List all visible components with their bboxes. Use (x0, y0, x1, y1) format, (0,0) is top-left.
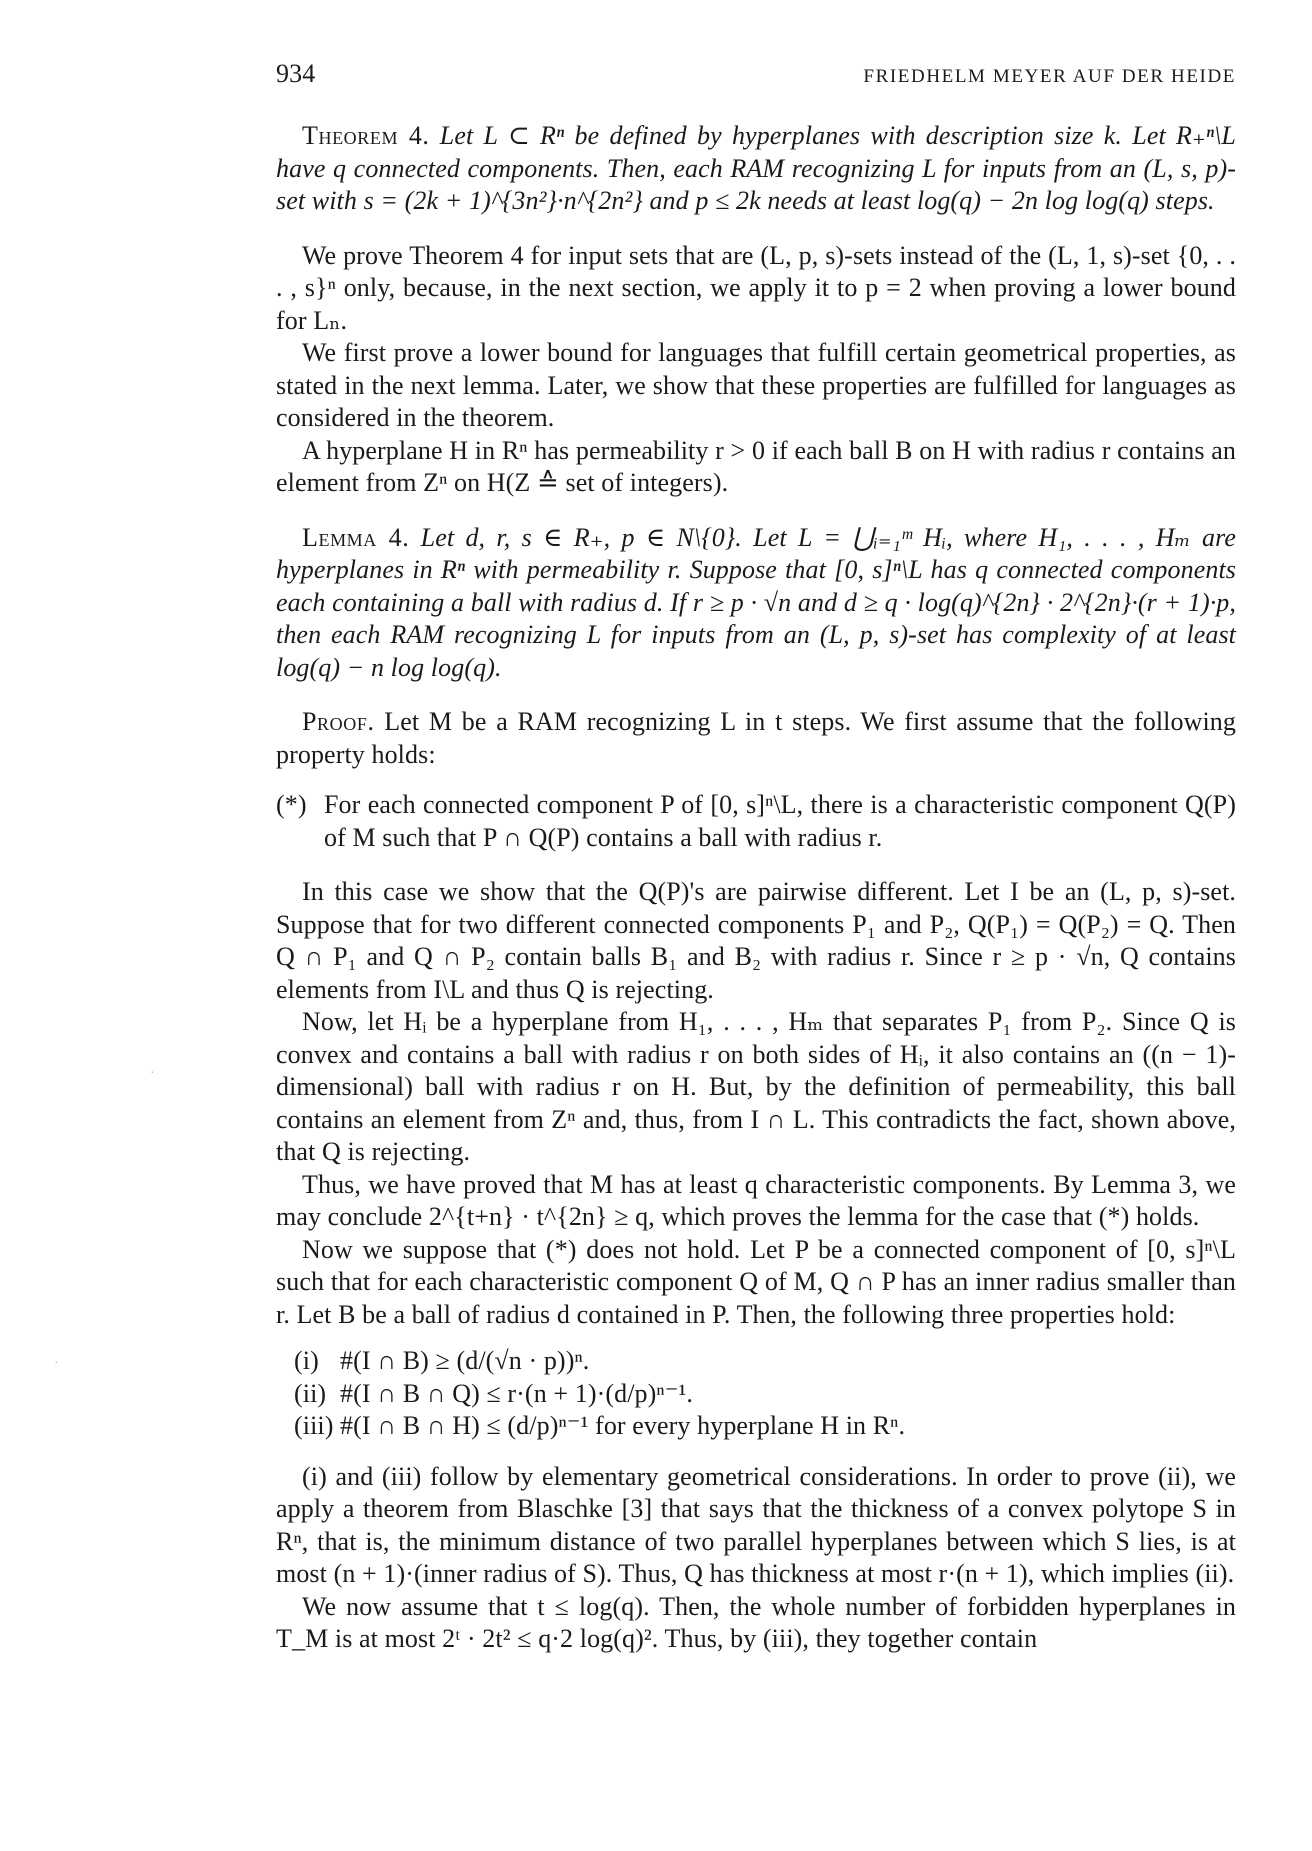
scan-mark: · (54, 1356, 59, 1371)
running-title: FRIEDHELM MEYER AUF DER HEIDE (863, 66, 1236, 87)
proof (276, 706, 1236, 771)
lemma-text: Let d, r, s ∈ R₊, p ∈ N\{0}. Let L = ⋃ᵢ₌₁ᵐ Hᵢ, where H₁, . . . , Hₘ are hyperplanes in Rⁿ with permeability r. Suppose that [0, s]ⁿ\L has q connected components each containing a ball with radius d. If r ≥ p · √n and d ≥ q · log(q)^{2n} · 2^{2n}·(r + 1)·p, then each RAM recognizing L for inputs from an (L, p, s)-set has complexity of at least log(q) − n log log(q). (276, 522, 1237, 682)
paragraph: A hyperplane H in Rⁿ has permeability r > 0 if each ball B on H with radius r contains an element from Zⁿ on H(Z ≙ set of integers). (276, 435, 1236, 497)
lemma-label: Lemma 4. (302, 522, 410, 552)
running-head (276, 58, 1236, 98)
paragraph: We first prove a lower bound for languages that fulfill certain geometrical properties, as stated in the next lemma. Later, we show that these properties are fulfilled for languages as considered in the theorem. (276, 338, 1236, 432)
paragraph: Now we suppose that (*) does not hold. Let P be a connected component of [0, s]ⁿ\L such that for each characteristic component Q of M, Q ∩ P has an inner radius smaller than r. Let B be a ball of radius d contained in P. Then, the following three properties hold: (276, 1234, 1236, 1329)
theorem-4 (276, 120, 1236, 218)
property-label: (iii) (294, 1411, 334, 1440)
property-item (294, 1410, 1236, 1443)
page-number: 934 (276, 59, 316, 88)
scan-mark: · (150, 1066, 155, 1081)
property-text: #(I ∩ B) ≥ (d/(√n · p))ⁿ. (340, 1346, 590, 1375)
property-item (294, 1345, 1236, 1378)
proof-text: Let M be a RAM recognizing L in t steps. We first assume that the following property holds: (276, 707, 1236, 769)
proof-label: Proof. (302, 707, 375, 736)
paragraph: Thus, we have proved that M has at least q characteristic components. By Lemma 3, we may conclude 2^{t+n} · t^{2n} ≥ q, which proves the lemma for the case that (*) holds. (276, 1169, 1236, 1231)
paragraph: We prove Theorem 4 for input sets that are (L, p, s)-sets instead of the (L, 1, s)-set {0, . . . , s}ⁿ only, because, in the next section, we apply it to p = 2 when proving a lower bound for Lₙ. (276, 240, 1236, 335)
star-property-label: (*) (276, 790, 307, 819)
property-item (294, 1378, 1236, 1411)
paragraph: We now assume that t ≤ log(q). Then, the whole number of forbidden hyperplanes in T_M is at most 2ᵗ · 2t² ≤ q·2 log(q)². Thus, by (iii), they together contain (276, 1591, 1236, 1653)
property-label: (i) (294, 1346, 319, 1375)
theorem-label: Theorem 4. (302, 121, 430, 150)
property-label: (ii) (294, 1378, 327, 1408)
paragraph: Now, let Hᵢ be a hyperplane from H₁, . . . , Hₘ that separates P₁ from P₂. Since Q is convex and contains a ball with radius r on both sides of Hᵢ, it also contains an ((n − 1)-dimensional) ball with radius r on H. But, by the definition of permeability, this ball contains an element from Zⁿ and, thus, from I ∩ L. This contradicts the fact, shown above, that Q is rejecting. (276, 1007, 1236, 1166)
theorem-text: Let L ⊂ Rⁿ be defined by hyperplanes with description size k. Let R₊ⁿ\L have q connected components. Then, each RAM recognizing L for inputs from an (L, s, p)-set with s = (2k + 1)^{3n²}·n^{2n²} and p ≤ 2k needs at least log(q) − 2n log log(q) steps. (276, 121, 1236, 215)
paragraph: In this case we show that the Q(P)'s are pairwise different. Let I be an (L, p, s)-set. Suppose that for two different connected components P₁ and P₂, Q(P₁) = Q(P₂) = Q. Then Q ∩ P₁ and Q ∩ P₂ contain balls B₁ and B₂ with radius r. Since r ≥ p · √n, Q contains elements from I\L and thus Q is rejecting. (276, 877, 1236, 1004)
lemma-4 (276, 522, 1236, 685)
property-text: #(I ∩ B ∩ H) ≤ (d/p)ⁿ⁻¹ for every hyperplane H in Rⁿ. (340, 1411, 906, 1440)
star-property (276, 789, 1236, 854)
property-text: #(I ∩ B ∩ Q) ≤ r·(n + 1)·(d/p)ⁿ⁻¹. (340, 1378, 694, 1408)
paragraph: (i) and (iii) follow by elementary geometrical considerations. In order to prove (ii), we apply a theorem from Blaschke [3] that says that the thickness of a convex polytope S in Rⁿ, that is, the minimum distance of two parallel hyperplanes between which S lies, is at most (n + 1)·(inner radius of S). Thus, Q has thickness at most r·(n + 1), which implies (ii). (276, 1461, 1236, 1588)
property-list (294, 1345, 1236, 1443)
star-property-text: For each connected component P of [0, s]ⁿ\L, there is a characteristic component Q(P) of M such that P ∩ Q(P) contains a ball with radius r. (324, 790, 1236, 852)
journal-page (276, 58, 1236, 1656)
